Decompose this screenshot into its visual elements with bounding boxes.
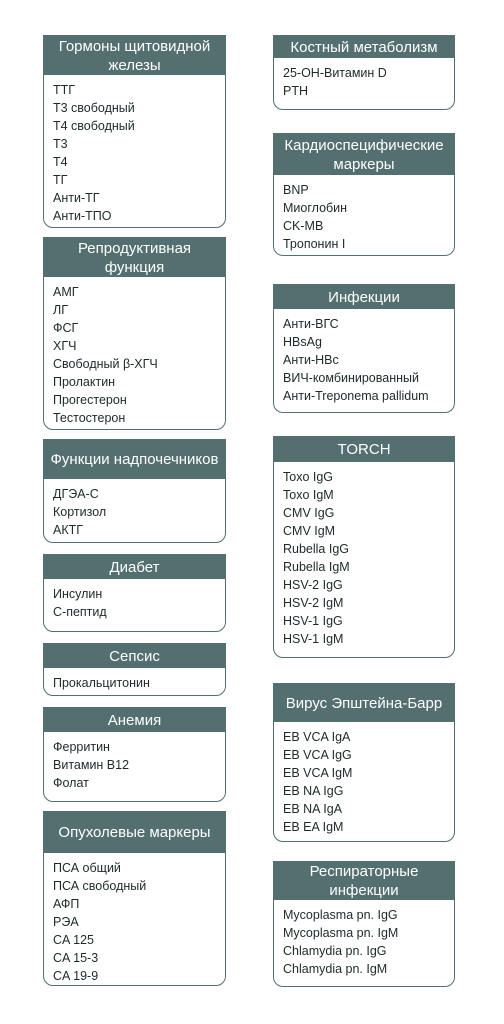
panel-section-list: [44, 668, 225, 696]
test-item: Витамин B12: [53, 758, 130, 772]
test-item: Т4 свободный: [53, 119, 135, 133]
test-item: Анти-ВГС: [283, 317, 339, 331]
panel-section-title: Гормоны щитовидной железы: [44, 36, 225, 75]
test-item: BNP: [283, 183, 309, 197]
test-item: ФСГ: [53, 321, 79, 335]
panel-section-list: [274, 900, 454, 984]
test-item: EB VCA IgA: [283, 730, 351, 744]
test-item: CA 15-3: [53, 951, 99, 965]
test-item: Mycoplasma pn. IgG: [283, 908, 398, 922]
test-item: CA 19-9: [53, 969, 99, 983]
test-item: Миоглобин: [283, 201, 348, 215]
test-item: EB NA IgG: [283, 784, 344, 798]
panel-section: [273, 35, 455, 110]
test-item: Тропонин I: [283, 237, 346, 251]
test-item: CMV IgM: [283, 524, 336, 538]
test-item: АФП: [53, 897, 80, 911]
panel-section: [43, 643, 226, 696]
panel-section: [273, 683, 455, 842]
test-item: Chlamydia pn. IgG: [283, 944, 387, 958]
test-item: PTH: [283, 84, 308, 98]
panel-section-list: [44, 579, 225, 627]
panel-section: [43, 35, 226, 228]
test-item: ТГ: [53, 173, 68, 187]
test-item: Chlamydia pn. IgM: [283, 962, 388, 976]
test-item: CMV IgG: [283, 506, 335, 520]
test-item: Т3: [53, 137, 68, 151]
panel-section-title: Костный метаболизм: [274, 36, 454, 58]
panel-section-title: Функции надпочечников: [44, 440, 225, 479]
panel-section-title: Репродуктивная функция: [44, 238, 225, 277]
panel-section-title: Респираторные инфекции: [274, 862, 454, 900]
test-item: ХГЧ: [53, 339, 77, 353]
panel-section-list: [274, 175, 454, 256]
test-item: Rubella IgG: [283, 542, 350, 556]
test-item: Анти-ТГ: [53, 191, 100, 205]
panel-section-list: [274, 309, 454, 411]
panel-section: [43, 439, 226, 543]
test-item: Анти-HBc: [283, 353, 339, 367]
test-item: Инсулин: [53, 587, 103, 601]
test-item: HSV-1 IgM: [283, 632, 344, 646]
test-item: Mycoplasma pn. IgM: [283, 926, 399, 940]
test-item: EB VCA IgM: [283, 766, 353, 780]
panel-section-list: [44, 732, 225, 798]
test-item: Прокальцитонин: [53, 676, 150, 690]
panel-section-list: [274, 462, 454, 654]
panel-section-title: Диабет: [44, 555, 225, 579]
panel-section-title: TORCH: [274, 437, 454, 462]
test-item: Тестостерон: [53, 411, 126, 425]
test-item: HBsAg: [283, 335, 322, 349]
panel-section-list: [44, 479, 225, 543]
panel-section-title: Вирус Эпштейна-Барр: [274, 684, 454, 722]
panel-section: [43, 707, 226, 802]
test-item: АМГ: [53, 285, 79, 299]
test-item: Rubella IgM: [283, 560, 350, 574]
test-item: РЭА: [53, 915, 79, 929]
test-item: ВИЧ-комбинированный: [283, 371, 419, 385]
test-item: 25-OH-Витамин D: [283, 66, 387, 80]
test-item: Пролактин: [53, 375, 116, 389]
test-item: EB EA IgM: [283, 820, 344, 834]
test-item: Кортизол: [53, 505, 107, 519]
test-item: ПСА свободный: [53, 879, 147, 893]
test-item: АКТГ: [53, 523, 84, 537]
panel-section-list: [274, 722, 454, 842]
panel-section: [273, 436, 455, 658]
panel-section-title: Инфекции: [274, 285, 454, 309]
panel-section: [273, 284, 455, 413]
panel-section-list: [274, 58, 454, 106]
panel-section-title: Опухолевые маркеры: [44, 812, 225, 853]
panel-section: [43, 554, 226, 632]
panel-section-list: [44, 75, 225, 228]
test-item: CK-MB: [283, 219, 324, 233]
test-item: Toxo IgG: [283, 470, 334, 484]
test-item: ЛГ: [53, 303, 68, 317]
panel-section: [273, 133, 455, 256]
test-item: HSV-2 IgM: [283, 596, 344, 610]
panel-section-list: [44, 277, 225, 430]
test-item: С-пептид: [53, 605, 107, 619]
test-item: Т3 свободный: [53, 101, 135, 115]
test-item: CA 125: [53, 933, 95, 947]
test-item: Прогестерон: [53, 393, 127, 407]
panel-section: [43, 237, 226, 430]
test-item: Свободный β-ХГЧ: [53, 357, 158, 371]
panel-section: [43, 811, 226, 986]
test-item: HSV-1 IgG: [283, 614, 343, 628]
panel-section-title: Анемия: [44, 708, 225, 732]
panel-section-title: Кардиоспецифические маркеры: [274, 134, 454, 175]
test-item: EB VCA IgG: [283, 748, 352, 762]
panel-section-title: Сепсис: [44, 644, 225, 668]
test-item: Фолат: [53, 776, 89, 790]
test-item: ТТГ: [53, 83, 76, 97]
test-item: Toxo IgM: [283, 488, 334, 502]
test-item: Т4: [53, 155, 68, 169]
panel-section: [273, 861, 455, 987]
test-item: ДГЭА-С: [53, 487, 99, 501]
test-item: ПСА общий: [53, 861, 121, 875]
test-item: Ферритин: [53, 740, 110, 754]
test-item: HSV-2 IgG: [283, 578, 343, 592]
test-item: Анти-ТПО: [53, 209, 112, 223]
test-item: EB NA IgA: [283, 802, 343, 816]
panel-section-list: [44, 853, 225, 986]
test-item: Анти-Treponema pallidum: [283, 389, 429, 403]
